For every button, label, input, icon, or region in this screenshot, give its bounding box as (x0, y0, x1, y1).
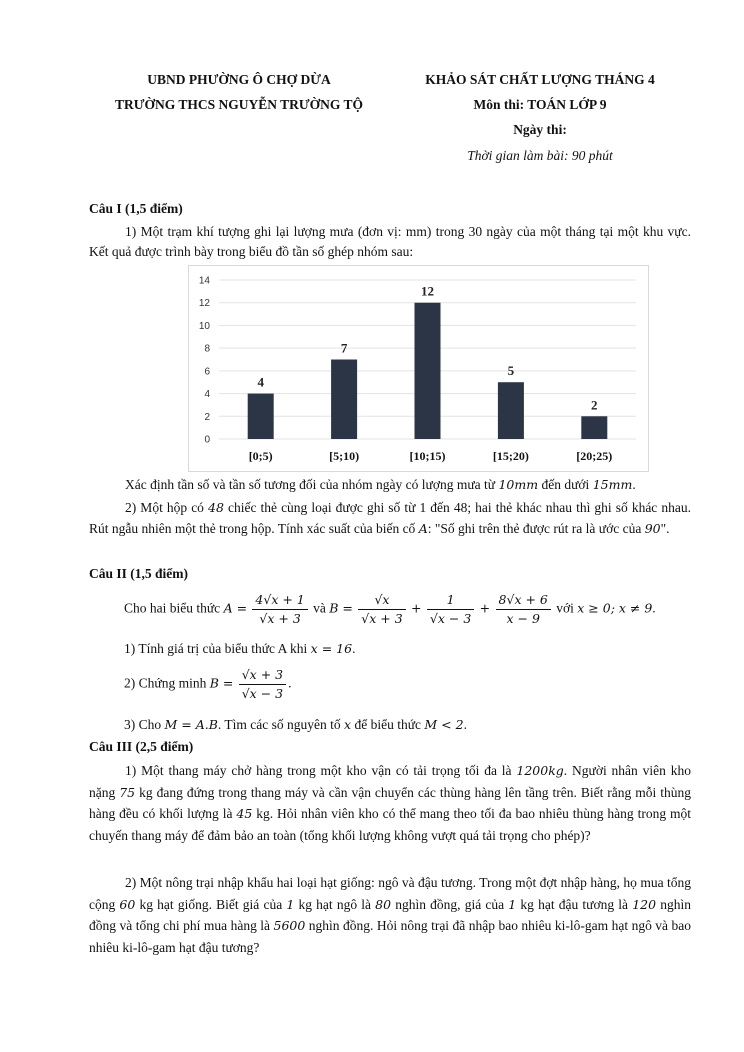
q1-part1-question (89, 475, 691, 495)
bar (415, 303, 441, 439)
math-60: 60 (119, 896, 136, 912)
q3-text: nghìn đồng và tổng chi phí mua hàng là (89, 896, 691, 933)
q2-text: 1) Tính giá trị của biểu thức A khi (124, 641, 311, 656)
q3-text: kg hạt ngô là (294, 896, 376, 912)
q3-text: nghìn đồng, giá của (391, 896, 509, 912)
q2-text: . (288, 675, 292, 691)
bar (498, 382, 524, 439)
exam-subject: Môn thi: TOÁN LỚP 9 (473, 97, 607, 112)
math-A: A = (223, 600, 248, 616)
y-tick-label: 14 (198, 275, 210, 287)
q1-text: : "Số ghi trên thẻ được rút ra là ước của (427, 521, 645, 536)
q2-part2 (124, 666, 291, 703)
y-tick-label: 6 (204, 366, 210, 378)
y-tick-label: 12 (198, 298, 210, 310)
q3-text: nghìn đồng. Hỏi nông trại đã nhập bao nhiêu ki-lô-gam hạt ngô và bao nhiêu ki-lô-gam hạt đậu tương? (89, 918, 692, 955)
fraction-B-term2 (427, 591, 474, 628)
q2-text: . (352, 641, 356, 656)
bar (331, 360, 357, 440)
y-tick-label: 10 (198, 320, 210, 332)
q2-intro (124, 591, 656, 628)
y-tick-label: 2 (204, 411, 210, 423)
math-event-A: A (418, 521, 428, 536)
q1-text: Xác định tần số và tần số tương đối của nhóm ngày có lượng mưa từ (125, 477, 499, 492)
school-name: TRƯỜNG THCS NGUYỄN TRƯỜNG TỘ (114, 97, 364, 112)
data-label: 7 (340, 340, 348, 356)
q3-text: 1) Một thang máy chở hàng trong một kho vận có tải trọng tối đa là (125, 763, 517, 778)
math-15mm: 15mm (592, 477, 633, 492)
math-B: B = (209, 675, 234, 691)
y-tick-label: 8 (204, 343, 210, 355)
data-label: 4 (257, 374, 264, 390)
fraction-denominator: √x + 3 (361, 611, 403, 626)
math-80: 80 (375, 896, 392, 912)
math-B: B = (329, 600, 353, 616)
q3-text: kg. Hỏi nhân viên kho có thể mang theo tối đa bao nhiêu thùng hàng trong một chuyến thang máy để đảm bảo an toàn (tổng khối lượng không vượt quá tải trọng cho phép)? (89, 806, 691, 843)
q3-part2-text (89, 872, 691, 958)
q1-part1-text: 1) Một trạm khí tượng ghi lại lượng mưa (đơn vị: mm) trong 30 ngày của một tháng tại một khu vực. Kết quả được trình bày trong biểu đồ tần số ghép nhóm sau: (89, 224, 691, 259)
chart-svg (189, 266, 648, 471)
authority-name: UBND PHƯỜNG Ô CHỢ DỪA (147, 72, 331, 87)
math-75: 75 (119, 784, 136, 800)
fraction-B-simplified (239, 666, 286, 703)
q2-title: Câu II (1,5 điểm) (89, 566, 189, 581)
fraction-denominator: √x − 3 (429, 611, 472, 626)
data-label: 5 (507, 363, 515, 379)
q3-text: kg hạt giống. Biết giá của (135, 896, 287, 912)
frequency-bar-chart (188, 265, 649, 472)
q2-part1 (124, 641, 355, 657)
q3-text: kg đang đứng trong thang máy và cần vận chuyển các thùng hàng lên tầng trên. Biết rằng mỗi thùng hàng đều có khối lượng là (89, 784, 692, 821)
fraction-B-term1 (358, 591, 405, 628)
exam-duration: Thời gian làm bài: 90 phút (467, 148, 613, 163)
q2-text: với (556, 600, 578, 616)
q1-title: Câu I (1,5 điểm) (89, 201, 183, 216)
q1-part2-text (89, 497, 691, 539)
category-label: [0;5) (248, 449, 273, 463)
q2-text: 2) Chứng minh (124, 675, 210, 691)
math-x: x (344, 717, 352, 732)
math-x-16: x = 16 (310, 641, 353, 656)
math-90: 90 (644, 521, 661, 536)
math-45: 45 (236, 806, 253, 821)
fraction-numerator: 8√x + 6 (496, 591, 551, 610)
q1-text: 2) Một hộp có (125, 500, 208, 515)
fraction-denominator: √x + 3 (259, 611, 301, 626)
q2-text: để biểu thức (351, 717, 425, 732)
math-1200kg: 1200kg (516, 763, 564, 778)
exam-title: KHẢO SÁT CHẤT LƯỢNG THÁNG 4 (425, 72, 655, 87)
math-1: 1 (508, 896, 517, 912)
math-5600: 5600 (273, 918, 306, 933)
fraction-denominator: x − 9 (506, 611, 540, 626)
q2-text: . Tìm các số nguyên tố (217, 717, 345, 732)
math-48: 48 (208, 500, 224, 515)
q1-text: đến dưới (538, 477, 593, 492)
q1-text: ". (660, 521, 670, 536)
category-label: [20;25) (576, 449, 613, 463)
q2-text: . (652, 600, 656, 616)
fraction-B-term3 (496, 591, 551, 628)
category-label: [5;10) (329, 449, 360, 463)
exam-date: Ngày thi: (513, 122, 567, 137)
math-plus: + (479, 600, 491, 616)
q3-title: Câu III (2,5 điểm) (89, 739, 194, 754)
q1-text: . (632, 477, 636, 492)
q2-part3 (124, 717, 467, 733)
fraction-numerator: √x + 3 (239, 666, 286, 685)
q2-text: và (313, 600, 330, 616)
data-label: 2 (591, 397, 598, 413)
data-label: 12 (421, 283, 434, 299)
fraction-A (252, 591, 307, 628)
category-label: [10;15) (409, 449, 446, 463)
math-M-lt-2: M < 2 (424, 717, 464, 732)
math-1: 1 (286, 896, 295, 912)
q1-text: chiếc thẻ cùng loại được ghi số từ 1 đến 48; hai thẻ khác nhau thì ghi số khác nhau. Rút ngẫu nhiên một thẻ trong hộp. Tính xác suất của biến cố (89, 500, 691, 536)
q3-part1-text (89, 760, 691, 846)
q3-text: . Người nhân viên kho nặng (89, 763, 691, 800)
q3-text: 2) Một nông trại nhập khẩu hai loại hạt giống: ngô và đậu tương. Trong một đợt nhập hàng, họ mua tổng cộng (89, 875, 691, 912)
q2-text: . (463, 717, 467, 732)
y-tick-label: 4 (204, 389, 210, 401)
q3-text: kg hạt đậu tương là (516, 896, 633, 912)
math-10mm: 10mm (498, 477, 539, 492)
math-120: 120 (632, 896, 657, 912)
category-label: [15;20) (492, 449, 529, 463)
y-tick-label: 0 (204, 434, 210, 446)
fraction-numerator: √x (358, 591, 405, 610)
fraction-numerator: 4√x + 1 (252, 591, 307, 610)
math-condition: x ≥ 0; x ≠ 9 (577, 600, 653, 616)
q2-text: 3) Cho (124, 717, 165, 732)
fraction-denominator: √x − 3 (241, 686, 284, 701)
math-plus: + (411, 600, 422, 616)
q2-text: Cho hai biểu thức (124, 600, 224, 616)
fraction-numerator: 1 (427, 591, 474, 610)
bar (248, 394, 274, 439)
bar (581, 416, 607, 439)
math-M-AB: M = A.B (164, 717, 218, 732)
